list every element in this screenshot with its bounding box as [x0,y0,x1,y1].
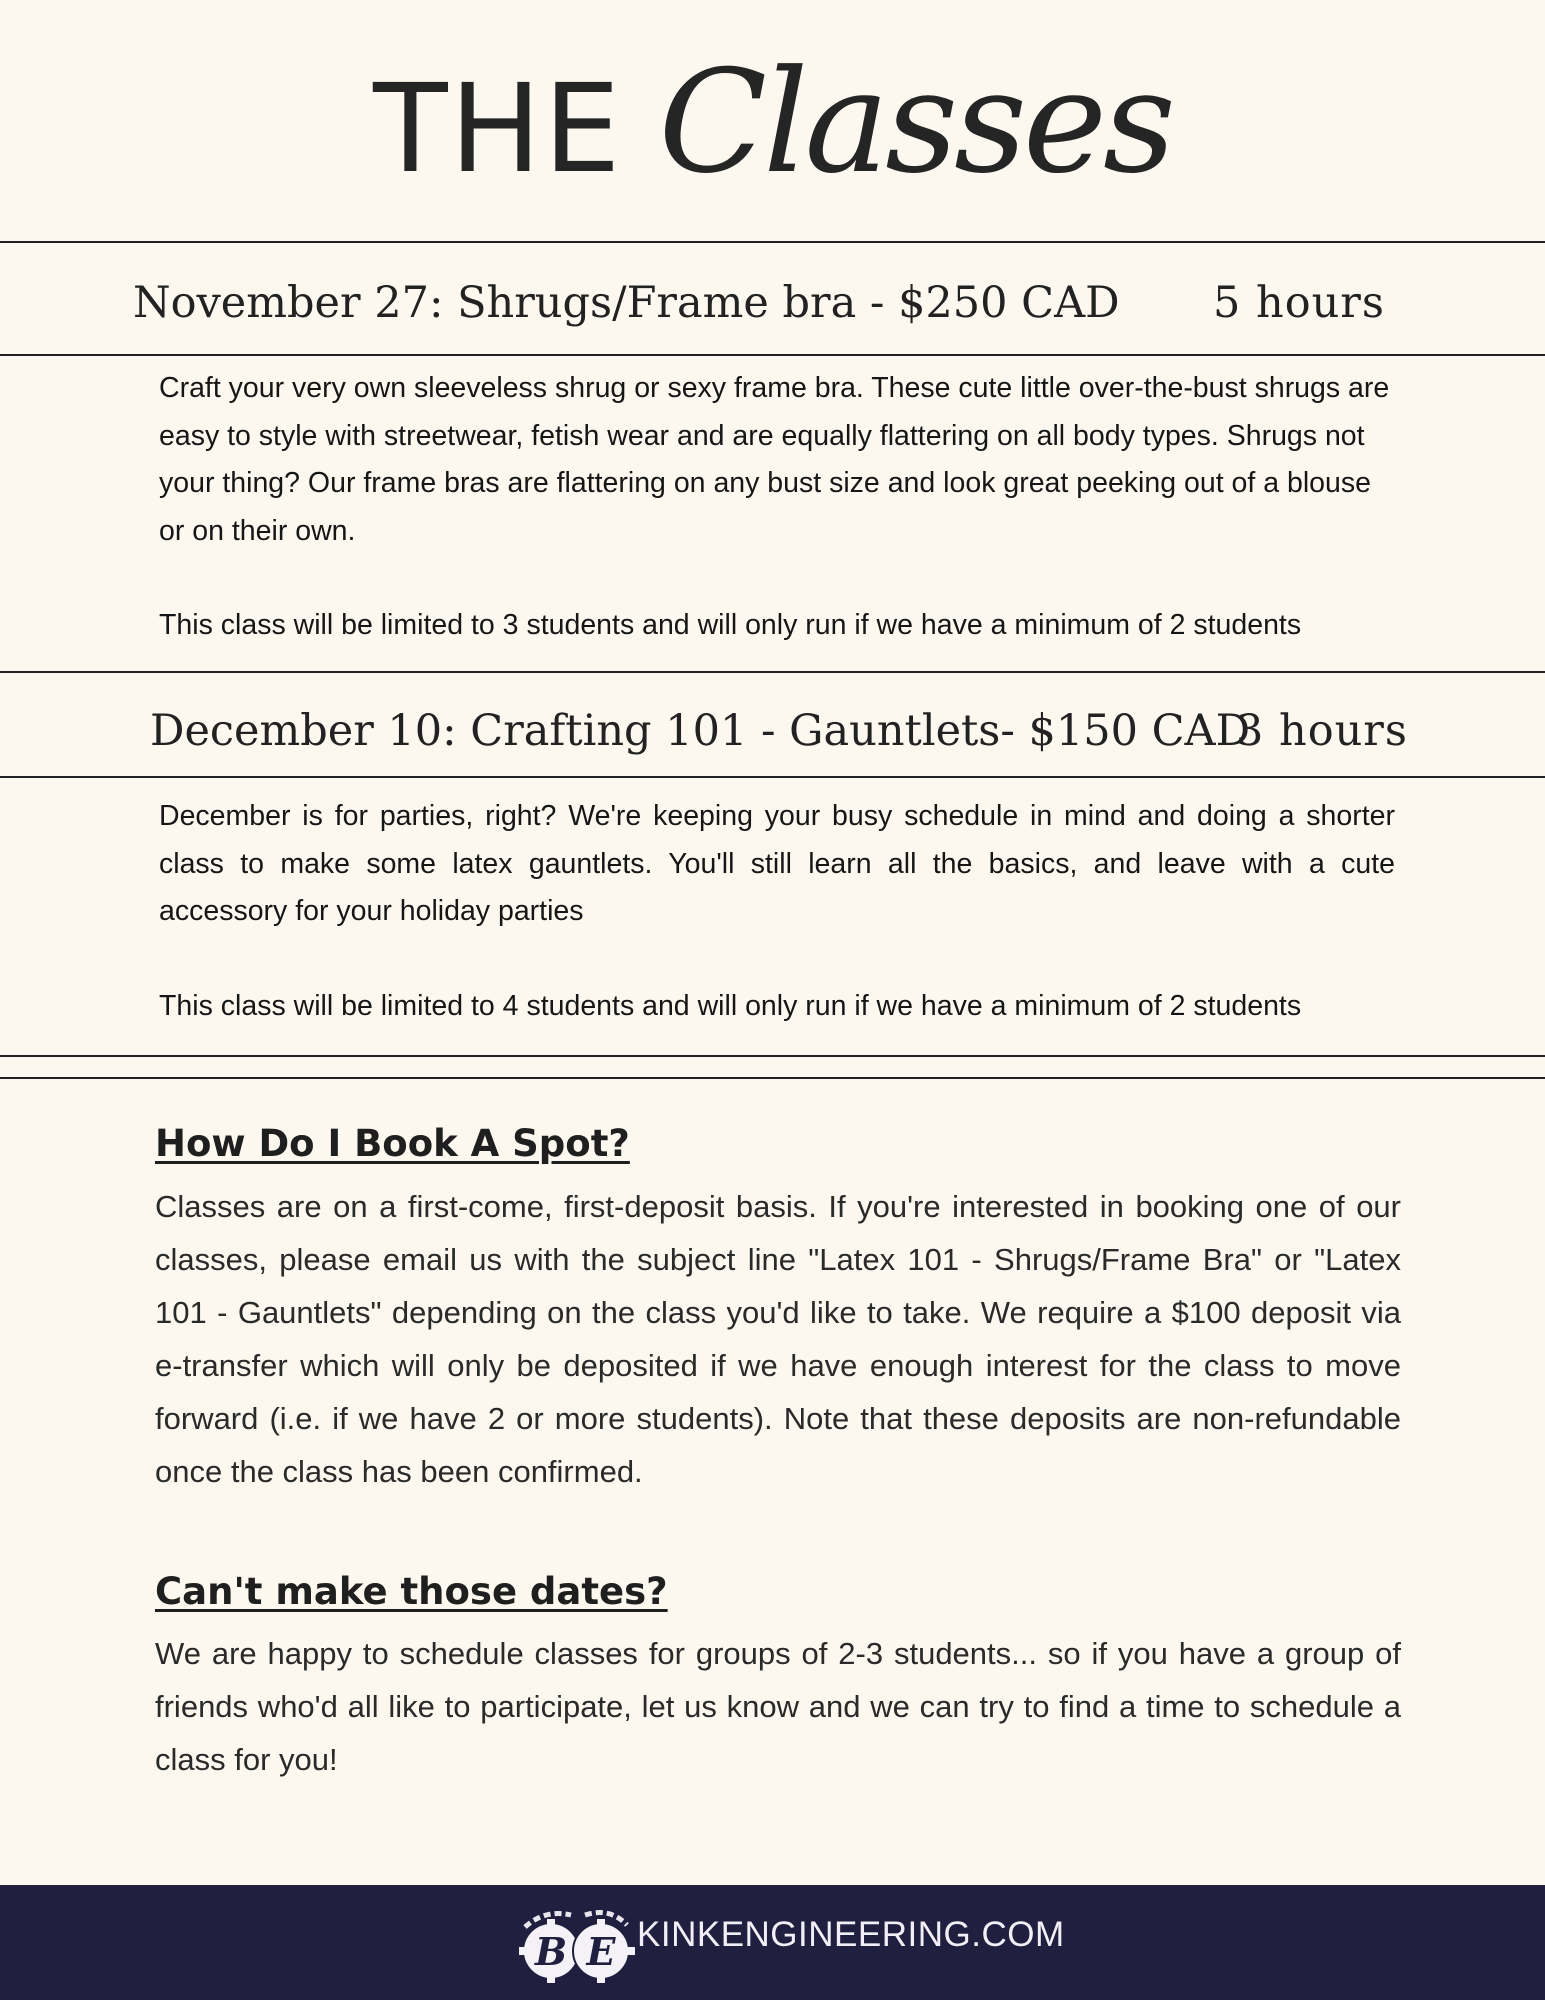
gear-chain-logo-icon [515,1905,640,1985]
page-title [0,40,1545,205]
booking-text: Classes are on a first-come, first-deposit basis. If you're interested in booking one of our classes, please email us with the subject line "Latex 101 - Shrugs/Frame Bra" or "Latex 101 - Gauntlets" depending on the class you'd like to take. We require a $100 deposit via e-transfer which will only be deposited if we have enough interest for the class to move forward (i.e. if we have 2 or more students). Note that these deposits are non-refundable once the class has been confirmed. [155,1189,1401,1489]
class-header-2 [0,676,1545,784]
booking-heading: How Do I Book A Spot? [155,1122,630,1165]
divider [0,354,1545,356]
class-duration: 5 hours [1213,278,1385,328]
footer [0,1885,1545,2000]
class-limit-text: This class will be limited to 4 students and will only run if we have a minimum of 2 students [159,989,1302,1022]
divider [0,671,1545,673]
class-header-1 [0,248,1545,356]
divider [0,241,1545,243]
class-title: November 27: Shrugs/Frame bra - $250 CAD [133,278,1120,328]
page-title-classes: Classes [658,40,1172,205]
class-description-1 [159,365,1395,650]
divider [0,1077,1545,1079]
logo-letter-e: E [586,1929,616,1974]
class-description-text: December is for parties, right? We're keeping your busy schedule in mind and doing a shorter class to make some latex gauntlets. You'll still learn all the basics, and leave with a cute accessory for your holiday parties [159,800,1395,927]
class-description-text: Craft your very own sleeveless shrug or sexy frame bra. These cute little over-the-bust shrugs are easy to style with streetwear, fetish wear and are equally flattering on all body types. Shrugs not your thing? Our frame bras are flattering on any bust size and look great peeking out of a blouse or on their own. [159,372,1390,547]
class-title: December 10: Crafting 101 - Gauntlets- $150 CAD [150,706,1251,756]
divider [0,776,1545,778]
logo-letter-b: B [534,1929,568,1974]
page-title-the: THE [373,58,623,200]
alternate-text: We are happy to schedule classes for groups of 2-3 students... so if you have a group of friends who'd all like to participate, let us know and we can try to find a time to schedule a class for you! [155,1636,1401,1777]
class-duration: 3 hours [1236,706,1408,756]
class-description-2 [159,793,1395,1030]
divider [0,1055,1545,1057]
alternate-heading: Can't make those dates? [155,1570,668,1613]
class-limit-text: This class will be limited to 3 students and will only run if we have a minimum of 2 students [159,609,1302,641]
website-link[interactable]: KINKENGINEERING.COM [637,1915,1065,1954]
